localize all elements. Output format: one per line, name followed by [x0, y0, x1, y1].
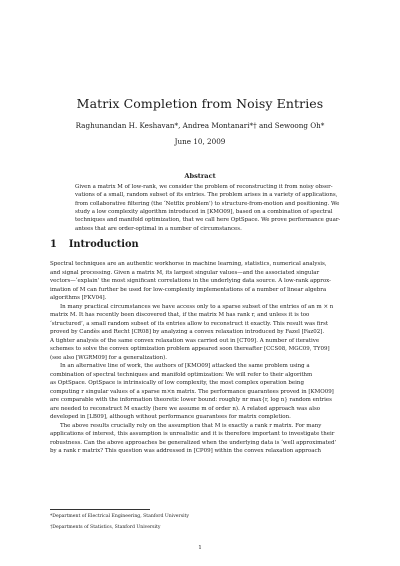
- abstract-line: from collaborative filtering (the ‘Netflix problem’) to structure-from-motion and positioning. We: [75, 200, 340, 207]
- body-line: computing r singular values of a sparse m×n matrix. The performance guarantees proved in [KMO09]: [50, 388, 334, 395]
- footnote: *Department of Electrical Engineering, Stanford University: [50, 514, 189, 519]
- body-line: as OptSpace. OptSpace is intrinsically of low complexity, the most complex operation being: [50, 380, 304, 386]
- footnote: †Departments of Statistics, Stanford University: [50, 525, 161, 530]
- body-line: vectors—‘explain’ the most significant correlations in the underlying data source. A low-rank approx-: [50, 278, 332, 284]
- abstract-line: Given a matrix M of low-rank, we consider the problem of reconstructing it from noisy obser-: [75, 184, 333, 190]
- paper-title: Matrix Completion from Noisy Entries: [76, 96, 324, 111]
- abstract-heading: Abstract: [184, 172, 216, 180]
- body-line: (see also [WGRM09] for a generalization).: [50, 354, 167, 361]
- body-line: The above results crucially rely on the assumption that M is exactly a rank r matrix. For many: [60, 422, 322, 429]
- body-line: schemes to solve the convex optimization problem appeared soon thereafter [CCS08, MGC09, TY09]: [50, 346, 330, 352]
- body-line: Spectral techniques are an authentic workhorse in machine learning, statistics, numerical analysis,: [50, 261, 327, 267]
- body-line: are needed to reconstruct M exactly (here we assume m of order n). A related approach was also: [50, 405, 321, 412]
- body-line: ‘structured’, a small random subset of its entries allow to reconstruct it exactly. This result was first: [50, 320, 329, 327]
- body-line: are comparable with the information theoretic lower bound: roughly nr max{r, log n} random entries: [50, 397, 332, 403]
- abstract-line: study a low complexity algorithm introduced in [KMO09], based on a combination of spectral: [75, 209, 333, 216]
- body-line: matrix M. It has recently been discovered that, if the matrix M has rank r, and unless it is too: [50, 312, 310, 318]
- section-heading: [50, 239, 139, 250]
- section-number: 1: [50, 239, 57, 250]
- body-line: algorithms [FKV04].: [50, 295, 107, 301]
- body-line: imation of M can further be used for low-complexity implementations of a number of linear algebra: [50, 286, 327, 293]
- author-line: Raghunandan H. Keshavan*, Andrea Montanari*† and Sewoong Oh*: [75, 121, 325, 130]
- footnote-rule: [50, 509, 150, 510]
- body-line: A tighter analysis of the same convex relaxation was carried out in [CT09]. A number of iterative: [50, 337, 320, 344]
- body-line: combination of spectral techniques and manifold optimization: We will refer to their algorithm: [50, 371, 313, 378]
- abstract-body: [75, 183, 341, 233]
- body-line: In an alternative line of work, the authors of [KMO09] attacked the same problem using a: [60, 363, 310, 369]
- body-line: and signal processing. Given a matrix M, its largest singular values—and the associated singular: [50, 269, 320, 276]
- body-line: developed in [LB09], although without performance guarantees for matrix completion.: [50, 414, 291, 420]
- section-title: Introduction: [68, 239, 139, 250]
- body-line: In many practical circumstances we have access only to a sparse subset of the entries of an m × n: [60, 303, 334, 310]
- section-body: [50, 260, 354, 456]
- abstract-line: antees that are order-optimal in a number of circumstances.: [75, 225, 242, 232]
- body-line: robustness. Can the above approaches be generalized when the underlying data is ‘well approximated’: [50, 439, 337, 446]
- abstract-line: techniques and manifold optimization, that we call here OptSpace. We prove performance guar-: [75, 217, 341, 224]
- body-line: applications of interest, this assumption is unrealistic and it is therefore important to investigate their: [50, 431, 335, 437]
- paper-date: June 10, 2009: [174, 137, 226, 146]
- page-number: 1: [198, 545, 202, 551]
- body-line: by a rank r matrix? This question was addressed in [CP09] within the convex relaxation approach: [50, 448, 322, 454]
- body-line: proved by Candès and Recht [CR08] by analyzing a convex relaxation introduced by Fazel [Faz02].: [50, 329, 325, 335]
- abstract-line: vations of a small, random subset of its entries. The problem arises in a variety of applications,: [75, 192, 338, 199]
